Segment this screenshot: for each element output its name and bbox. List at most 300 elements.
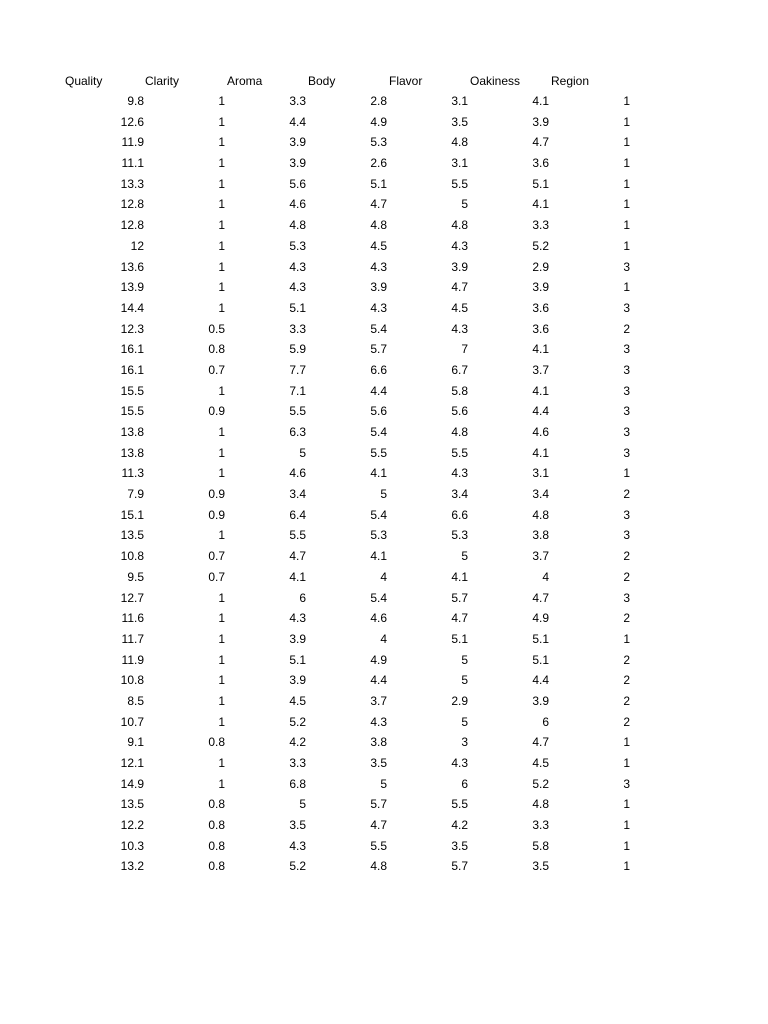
cell-aroma: 7.7 <box>289 362 306 377</box>
cell-body: 4.8 <box>370 859 387 874</box>
cell-region: 1 <box>623 818 630 833</box>
cell-quality: 10.3 <box>120 838 144 853</box>
cell-oakiness: 4 <box>542 569 549 584</box>
cell-quality: 13.8 <box>120 445 144 460</box>
cell-flavor: 4.7 <box>451 280 468 295</box>
cell-body: 5.6 <box>370 404 387 419</box>
table-row <box>0 712 768 733</box>
cell-flavor: 6.7 <box>451 362 468 377</box>
cell-oakiness: 5.1 <box>532 631 549 646</box>
cell-flavor: 3 <box>461 735 468 750</box>
cell-clarity: 1 <box>218 383 225 398</box>
cell-aroma: 5.3 <box>289 238 306 253</box>
cell-oakiness: 4.9 <box>532 611 549 626</box>
table-row <box>0 774 768 795</box>
cell-flavor: 3.5 <box>451 838 468 853</box>
cell-quality: 12 <box>130 238 144 253</box>
cell-region: 2 <box>623 321 630 336</box>
cell-flavor: 5.8 <box>451 383 468 398</box>
cell-body: 4.5 <box>370 238 387 253</box>
cell-aroma: 4.4 <box>289 114 306 129</box>
cell-region: 2 <box>623 673 630 688</box>
table-row <box>0 443 768 464</box>
cell-flavor: 3.5 <box>451 114 468 129</box>
table-row <box>0 856 768 877</box>
cell-oakiness: 3.8 <box>532 528 549 543</box>
cell-quality: 9.8 <box>127 94 144 108</box>
cell-quality: 13.2 <box>120 859 144 874</box>
cell-oakiness: 4.4 <box>532 404 549 419</box>
cell-body: 5.3 <box>370 528 387 543</box>
cell-aroma: 4.3 <box>289 611 306 626</box>
cell-clarity: 1 <box>218 590 225 605</box>
cell-region: 1 <box>623 859 630 874</box>
cell-body: 5 <box>380 776 387 791</box>
cell-body: 5.5 <box>370 445 387 460</box>
cell-region: 2 <box>623 487 630 502</box>
cell-region: 3 <box>623 404 630 419</box>
cell-clarity: 1 <box>218 94 225 108</box>
cell-oakiness: 4.5 <box>532 756 549 770</box>
cell-quality: 12.3 <box>120 321 144 336</box>
cell-region: 2 <box>623 549 630 564</box>
cell-flavor: 4.3 <box>451 756 468 770</box>
table-row <box>0 505 768 526</box>
cell-clarity: 1 <box>218 631 225 646</box>
cell-clarity: 1 <box>218 218 225 233</box>
cell-quality: 15.5 <box>120 383 144 398</box>
cell-aroma: 5.5 <box>289 528 306 543</box>
cell-flavor: 5.5 <box>451 797 468 812</box>
cell-body: 5.4 <box>370 507 387 522</box>
table-row <box>0 546 768 567</box>
cell-region: 3 <box>623 300 630 315</box>
cell-flavor: 5 <box>461 652 468 667</box>
table-row <box>0 257 768 278</box>
cell-flavor: 4.8 <box>451 218 468 233</box>
cell-aroma: 4.6 <box>289 466 306 481</box>
cell-clarity: 1 <box>218 280 225 295</box>
cell-oakiness: 4.1 <box>532 445 549 460</box>
cell-quality: 13.5 <box>120 528 144 543</box>
cell-flavor: 4.3 <box>451 238 468 253</box>
cell-clarity: 0.8 <box>208 342 225 357</box>
cell-body: 5.4 <box>370 590 387 605</box>
cell-aroma: 3.9 <box>289 156 306 171</box>
cell-flavor: 4.8 <box>451 135 468 150</box>
table-row <box>0 422 768 443</box>
cell-oakiness: 4.7 <box>532 135 549 150</box>
cell-clarity: 0.7 <box>208 549 225 564</box>
cell-region: 2 <box>623 693 630 708</box>
cell-oakiness: 4.7 <box>532 735 549 750</box>
cell-oakiness: 3.9 <box>532 114 549 129</box>
cell-clarity: 1 <box>218 259 225 274</box>
cell-quality: 7.9 <box>127 487 144 502</box>
cell-quality: 12.7 <box>120 590 144 605</box>
cell-flavor: 5 <box>461 549 468 564</box>
cell-quality: 8.5 <box>127 693 144 708</box>
cell-aroma: 3.9 <box>289 673 306 688</box>
cell-body: 3.7 <box>370 693 387 708</box>
cell-oakiness: 3.3 <box>532 818 549 833</box>
cell-flavor: 3.1 <box>451 156 468 171</box>
table-row <box>0 319 768 340</box>
cell-clarity: 1 <box>218 528 225 543</box>
cell-body: 5.5 <box>370 838 387 853</box>
cell-oakiness: 3.4 <box>532 487 549 502</box>
cell-aroma: 5 <box>299 797 306 812</box>
cell-aroma: 3.3 <box>289 321 306 336</box>
table-row <box>0 298 768 319</box>
cell-quality: 12.8 <box>120 218 144 233</box>
cell-body: 4.3 <box>370 300 387 315</box>
cell-clarity: 1 <box>218 114 225 129</box>
cell-body: 4.4 <box>370 383 387 398</box>
cell-clarity: 0.8 <box>208 818 225 833</box>
table-row <box>0 112 768 133</box>
cell-body: 3.5 <box>370 756 387 770</box>
cell-clarity: 0.9 <box>208 404 225 419</box>
cell-body: 2.8 <box>370 94 387 108</box>
cell-region: 3 <box>623 362 630 377</box>
cell-body: 4.9 <box>370 114 387 129</box>
cell-aroma: 4.5 <box>289 693 306 708</box>
cell-flavor: 5.7 <box>451 859 468 874</box>
table-row <box>0 588 768 609</box>
cell-body: 5.1 <box>370 176 387 191</box>
header-quality: Quality <box>65 74 103 88</box>
cell-region: 1 <box>623 94 630 108</box>
cell-oakiness: 3.7 <box>532 549 549 564</box>
cell-oakiness: 4.7 <box>532 590 549 605</box>
cell-clarity: 0.5 <box>208 321 225 336</box>
cell-clarity: 1 <box>218 693 225 708</box>
cell-oakiness: 3.5 <box>532 859 549 874</box>
table-row <box>0 339 768 360</box>
cell-oakiness: 6 <box>542 714 549 729</box>
cell-clarity: 0.9 <box>208 507 225 522</box>
cell-region: 1 <box>623 156 630 171</box>
cell-aroma: 5.5 <box>289 404 306 419</box>
cell-flavor: 4.7 <box>451 611 468 626</box>
table-row <box>0 153 768 174</box>
table-row <box>0 91 768 112</box>
cell-aroma: 5.1 <box>289 300 306 315</box>
table-row <box>0 836 768 857</box>
header-body: Body <box>308 74 336 88</box>
cell-quality: 13.8 <box>120 425 144 439</box>
cell-body: 4 <box>380 569 387 584</box>
cell-body: 6.6 <box>370 362 387 377</box>
cell-quality: 14.9 <box>120 776 144 791</box>
cell-region: 3 <box>623 383 630 398</box>
cell-oakiness: 3.7 <box>532 362 549 377</box>
table-row <box>0 670 768 691</box>
cell-flavor: 5 <box>461 714 468 729</box>
table-row <box>0 277 768 298</box>
cell-flavor: 5.1 <box>451 631 468 646</box>
cell-region: 1 <box>623 135 630 150</box>
cell-aroma: 3.9 <box>289 135 306 150</box>
table-row <box>0 401 768 422</box>
cell-oakiness: 5.2 <box>532 776 549 791</box>
cell-clarity: 1 <box>218 135 225 150</box>
cell-quality: 11.7 <box>121 631 144 646</box>
cell-clarity: 0.8 <box>208 797 225 812</box>
cell-flavor: 5.5 <box>451 445 468 460</box>
table-row <box>0 650 768 671</box>
cell-body: 4.1 <box>370 466 387 481</box>
cell-oakiness: 3.6 <box>532 300 549 315</box>
cell-oakiness: 4.8 <box>532 797 549 812</box>
cell-flavor: 6 <box>461 776 468 791</box>
cell-region: 1 <box>623 466 630 481</box>
cell-body: 4.6 <box>370 611 387 626</box>
cell-oakiness: 5.1 <box>532 652 549 667</box>
table-row <box>0 132 768 153</box>
cell-body: 5.3 <box>370 135 387 150</box>
cell-region: 3 <box>623 590 630 605</box>
cell-body: 5.7 <box>370 342 387 357</box>
cell-body: 4 <box>380 631 387 646</box>
cell-quality: 11.1 <box>121 156 144 171</box>
cell-clarity: 1 <box>218 652 225 667</box>
cell-aroma: 3.9 <box>289 631 306 646</box>
cell-flavor: 4.3 <box>451 466 468 481</box>
cell-flavor: 2.9 <box>451 693 468 708</box>
header-clarity: Clarity <box>145 74 180 88</box>
cell-flavor: 4.8 <box>451 425 468 439</box>
cell-aroma: 4.6 <box>289 197 306 212</box>
cell-aroma: 7.1 <box>289 383 306 398</box>
cell-region: 1 <box>623 238 630 253</box>
cell-quality: 12.6 <box>120 114 144 129</box>
cell-flavor: 4.3 <box>451 321 468 336</box>
table-row <box>0 381 768 402</box>
cell-flavor: 3.4 <box>451 487 468 502</box>
cell-oakiness: 5.8 <box>532 838 549 853</box>
cell-oakiness: 2.9 <box>532 259 549 274</box>
cell-flavor: 4.2 <box>451 818 468 833</box>
cell-aroma: 3.4 <box>289 487 306 502</box>
cell-clarity: 1 <box>218 156 225 171</box>
table-row <box>0 174 768 195</box>
cell-body: 5 <box>380 487 387 502</box>
cell-region: 1 <box>623 176 630 191</box>
cell-region: 1 <box>623 218 630 233</box>
cell-body: 4.7 <box>370 818 387 833</box>
cell-aroma: 6.3 <box>289 425 306 439</box>
table-row <box>0 194 768 215</box>
cell-aroma: 5.2 <box>289 859 306 874</box>
cell-body: 3.8 <box>370 735 387 750</box>
cell-aroma: 6.4 <box>289 507 306 522</box>
cell-aroma: 5.6 <box>289 176 306 191</box>
cell-region: 1 <box>623 735 630 750</box>
cell-oakiness: 3.9 <box>532 280 549 295</box>
cell-flavor: 6.6 <box>451 507 468 522</box>
cell-body: 3.9 <box>370 280 387 295</box>
cell-flavor: 3.1 <box>451 94 468 108</box>
header-region: Region <box>551 74 590 88</box>
cell-quality: 12.2 <box>120 818 144 833</box>
cell-region: 3 <box>623 507 630 522</box>
cell-aroma: 6.8 <box>289 776 306 791</box>
cell-quality: 10.7 <box>120 714 144 729</box>
table-body <box>0 91 768 877</box>
table-row <box>0 215 768 236</box>
cell-quality: 9.1 <box>127 735 144 750</box>
cell-quality: 13.3 <box>120 176 144 191</box>
cell-aroma: 5 <box>299 445 306 460</box>
cell-quality: 15.5 <box>120 404 144 419</box>
cell-body: 4.7 <box>370 197 387 212</box>
cell-region: 2 <box>623 569 630 584</box>
cell-quality: 12.8 <box>120 197 144 212</box>
cell-clarity: 1 <box>218 673 225 688</box>
cell-clarity: 0.8 <box>208 838 225 853</box>
cell-aroma: 4.7 <box>289 549 306 564</box>
cell-region: 3 <box>623 259 630 274</box>
cell-oakiness: 5.2 <box>532 238 549 253</box>
cell-oakiness: 3.9 <box>532 693 549 708</box>
cell-region: 3 <box>623 425 630 439</box>
table-row <box>0 608 768 629</box>
cell-quality: 11.3 <box>121 466 144 481</box>
table-row <box>0 815 768 836</box>
cell-clarity: 0.9 <box>208 487 225 502</box>
cell-oakiness: 4.6 <box>532 425 549 439</box>
cell-flavor: 5.5 <box>451 176 468 191</box>
cell-region: 3 <box>623 528 630 543</box>
cell-quality: 11.6 <box>121 611 144 626</box>
cell-clarity: 0.7 <box>208 362 225 377</box>
cell-aroma: 5.9 <box>289 342 306 357</box>
table-row <box>0 567 768 588</box>
cell-quality: 11.9 <box>121 652 144 667</box>
cell-aroma: 4.3 <box>289 259 306 274</box>
cell-body: 4.4 <box>370 673 387 688</box>
table-row <box>0 629 768 650</box>
cell-region: 2 <box>623 652 630 667</box>
cell-flavor: 7 <box>461 342 468 357</box>
table-row <box>0 360 768 381</box>
cell-region: 1 <box>623 114 630 129</box>
cell-body: 4.3 <box>370 714 387 729</box>
table-row <box>0 794 768 815</box>
cell-clarity: 1 <box>218 238 225 253</box>
cell-oakiness: 4.1 <box>532 383 549 398</box>
header-flavor: Flavor <box>389 74 423 88</box>
cell-clarity: 0.8 <box>208 859 225 874</box>
cell-clarity: 0.8 <box>208 735 225 750</box>
cell-oakiness: 4.1 <box>532 94 549 108</box>
cell-quality: 10.8 <box>120 549 144 564</box>
cell-flavor: 3.9 <box>451 259 468 274</box>
cell-region: 1 <box>623 197 630 212</box>
cell-clarity: 1 <box>218 197 225 212</box>
cell-flavor: 4.5 <box>451 300 468 315</box>
cell-region: 1 <box>623 756 630 770</box>
cell-quality: 10.8 <box>120 673 144 688</box>
cell-body: 4.9 <box>370 652 387 667</box>
cell-clarity: 1 <box>218 300 225 315</box>
cell-clarity: 1 <box>218 756 225 770</box>
table-row <box>0 463 768 484</box>
cell-body: 2.6 <box>370 156 387 171</box>
cell-body: 4.3 <box>370 259 387 274</box>
cell-aroma: 4.3 <box>289 838 306 853</box>
cell-oakiness: 4.1 <box>532 342 549 357</box>
cell-quality: 11.9 <box>121 135 144 150</box>
table-row <box>0 732 768 753</box>
table-row <box>0 753 768 774</box>
cell-region: 1 <box>623 631 630 646</box>
cell-clarity: 1 <box>218 466 225 481</box>
cell-quality: 16.1 <box>120 362 144 377</box>
cell-quality: 13.9 <box>120 280 144 295</box>
cell-body: 4.1 <box>370 549 387 564</box>
cell-clarity: 1 <box>218 425 225 439</box>
cell-oakiness: 4.4 <box>532 673 549 688</box>
table-row <box>0 236 768 257</box>
cell-oakiness: 3.1 <box>532 466 549 481</box>
cell-region: 3 <box>623 445 630 460</box>
cell-flavor: 5.3 <box>451 528 468 543</box>
cell-aroma: 4.8 <box>289 218 306 233</box>
cell-clarity: 0.7 <box>208 569 225 584</box>
cell-aroma: 3.3 <box>289 756 306 770</box>
cell-quality: 9.5 <box>127 569 144 584</box>
cell-oakiness: 4.1 <box>532 197 549 212</box>
cell-aroma: 3.5 <box>289 818 306 833</box>
cell-oakiness: 3.3 <box>532 218 549 233</box>
cell-aroma: 5.1 <box>289 652 306 667</box>
cell-flavor: 5.6 <box>451 404 468 419</box>
cell-region: 1 <box>623 838 630 853</box>
cell-region: 3 <box>623 342 630 357</box>
cell-quality: 12.1 <box>120 756 144 770</box>
table-row <box>0 484 768 505</box>
cell-region: 2 <box>623 714 630 729</box>
cell-clarity: 1 <box>218 714 225 729</box>
cell-clarity: 1 <box>218 611 225 626</box>
cell-aroma: 3.3 <box>289 94 306 108</box>
cell-clarity: 1 <box>218 776 225 791</box>
cell-oakiness: 3.6 <box>532 321 549 336</box>
cell-region: 3 <box>623 776 630 791</box>
header-aroma: Aroma <box>227 74 263 88</box>
table-header <box>0 71 768 91</box>
cell-region: 1 <box>623 280 630 295</box>
cell-quality: 14.4 <box>120 300 144 315</box>
header-oakiness: Oakiness <box>470 74 521 88</box>
cell-flavor: 5.7 <box>451 590 468 605</box>
cell-quality: 13.6 <box>120 259 144 274</box>
cell-quality: 15.1 <box>120 507 144 522</box>
cell-body: 5.4 <box>370 321 387 336</box>
cell-body: 5.7 <box>370 797 387 812</box>
cell-oakiness: 4.8 <box>532 507 549 522</box>
cell-region: 1 <box>623 797 630 812</box>
cell-aroma: 5.2 <box>289 714 306 729</box>
cell-quality: 16.1 <box>120 342 144 357</box>
cell-clarity: 1 <box>218 176 225 191</box>
cell-aroma: 4.1 <box>289 569 306 584</box>
cell-flavor: 5 <box>461 673 468 688</box>
cell-region: 2 <box>623 611 630 626</box>
